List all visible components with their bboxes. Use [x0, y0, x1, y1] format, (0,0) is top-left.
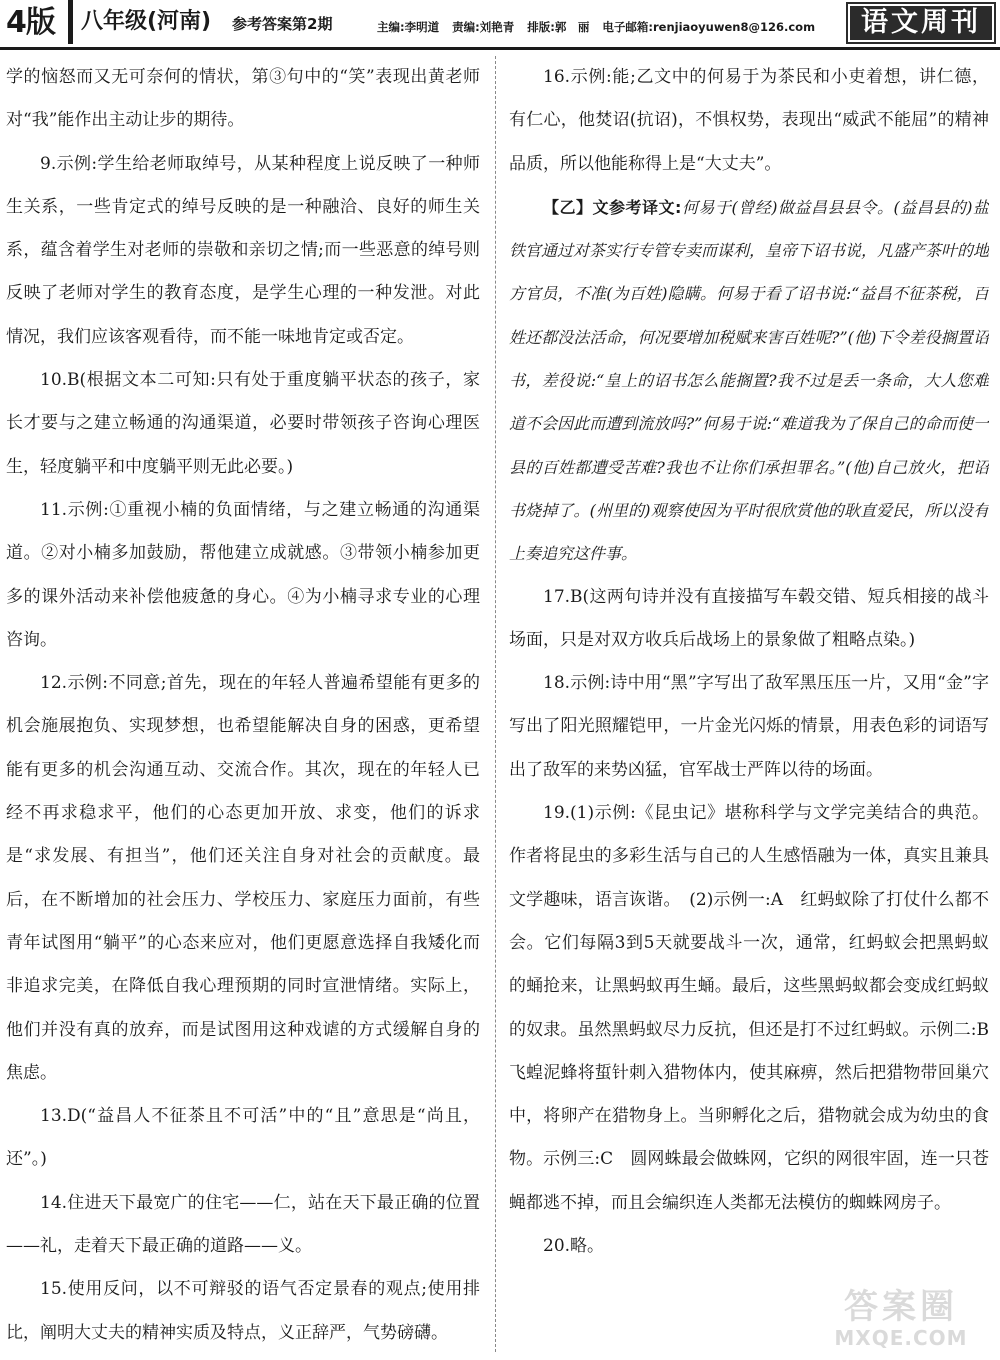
answer-19: 19.(1)示例:《昆虫记》堪称科学与文学完美结合的典范。作者将昆虫的多彩生活与自己的人生感悟融为一体，真实且兼具文学趣味，语言诙谐。 (2)示例一:A 红蚂蚁除了打仗什么都不会。它们每隔3到5天就要战斗一次，通常，红蚂蚁会把黑蚂蚁的蛹抢来，让黑蚂蚁再生蛹。最后，这些黑蚂蚁都会变成红蚂蚁的奴隶。虽然黑蚂蚁尽力反抗，但还是打不过红蚂蚁。示例二:B 飞蝗泥蜂将蜇针刺入猎物体内，使其麻痹，然后把猎物带回巢穴中，将卵产在猎物身上。当卵孵化之后，猎物就会成为幼虫的食物。示例三:C 圆网蛛最会做蛛网，它织的网很牢固，连一只苍蝇都逃不掉，而且会编织连人类都无法模仿的蜘蛛网房子。: [509, 803, 989, 1213]
email-credit: 电子邮箱:renjiaoyuwen8@126.com: [602, 20, 816, 34]
answer-18: 18.示例:诗中用“黑”字写出了敌军黑压压一片，又用“金”字写出了阳光照耀铠甲，一片金光闪烁的情景，用表色彩的词语写出了敌军的来势凶猛，官军战士严阵以待的场面。: [509, 673, 989, 780]
answer-10: 10.B(根据文本二可知:只有处于重度躺平状态的孩子，家长才要与之建立畅通的沟通渠道，必要时带领孩子咨询心理医生，轻度躺平和中度躺平则无此必要。): [6, 370, 480, 477]
watermark-top: 答案圈: [844, 1287, 958, 1327]
translation-label: 【乙】文参考译文:: [543, 197, 682, 217]
answer-15: 15.使用反问，以不可辩驳的语气否定景春的观点;使用排比，阐明大丈夫的精神实质及特点，义正辞严，气势磅礴。: [6, 1279, 480, 1343]
answer-16: 16.示例:能;乙文中的何易于为茶民和小吏着想，讲仁德，有仁心，他焚诏(抗诏)，不惧权势，表现出“威武不能屈”的精神品质，所以他能称得上是“大丈夫”。: [509, 67, 989, 174]
answer-14: 14.住进天下最宽广的住宅——仁，站在天下最正确的位置——礼，走着天下最正确的道路——义。: [6, 1192, 480, 1257]
answer-11: 11.示例:①重视小楠的负面情绪，与之建立畅通的沟通渠道。②对小楠多加鼓励，帮他建立成就感。③带领小楠参加更多的课外活动来补偿他疲惫的身心。④为小楠寻求专业的心理咨询。: [6, 499, 480, 650]
column-divider: [495, 56, 496, 1352]
layout-credit: 排版:郭 丽: [527, 20, 590, 34]
page-header: [0, 0, 1000, 50]
left-column: [6, 56, 480, 1356]
issue-label: 参考答案第2期: [232, 15, 333, 33]
editor-credit: 主编:李明道: [377, 20, 440, 34]
answer-12: 12.示例:不同意;首先，现在的年轻人普遍希望能有更多的机会施展抱负、实现梦想，也希望能解决自身的困惑，更希望能有更多的机会沟通互动、交流合作。其次，现在的年轻人已经不再求稳求平，他们的心态更加开放、求变，他们的诉求是“求发展、有担当”，他们还关注自身对社会的贡献度。最后，在不断增加的社会压力、学校压力、家庭压力面前，有些青年试图用“躺平”的心态来应对，他们更愿意选择自我矮化而非追求完美，在降低自我心理预期的同时宣泄情绪。实际上，他们并没有真的放弃，而是试图用这种戏谑的方式缓解自身的焦虑。: [6, 673, 480, 1083]
responsible-editor-credit: 责编:刘艳青: [452, 20, 515, 34]
page-number: 4版: [6, 5, 55, 40]
answer-17: 17.B(这两句诗并没有直接描写车毂交错、短兵相接的战斗场面，只是对双方收兵后战场上的景象做了粗略点染。): [509, 586, 989, 650]
credits-line: [377, 16, 824, 38]
grade-label: 八年级(河南): [68, 0, 218, 44]
answer-20: 20.略。: [543, 1236, 605, 1257]
header-rule: [0, 47, 1000, 50]
translation-text: 何易于(曾经)做益昌县县令。(益昌县的)盐铁官通过对茶实行专管专卖而谋利，皇帝下诏书说，凡盛产茶叶的地方官员，不准(为百姓)隐瞒。何易于看了诏书说:“益昌不征茶税，百姓还都没法活命，何况要增加税赋来害百姓呢?”(他)下令差役搁置诏书，差役说:“皇上的诏书怎么能搁置?我不过是丢一条命，大人您难道不会因此而遭到流放吗?”何易于说:“难道我为了保自己的命而使一县的百姓都遭受苦难?我也不让你们承担罪名。”(他)自己放火，把诏书烧掉了。(州里的)观察使因为平时很欣赏他的耿直爱民，所以没有上奏追究这件事。: [509, 197, 989, 564]
answer-9: 9.示例:学生给老师取绰号，从某种程度上说反映了一种师生关系，一些肯定式的绰号反映的是一种融洽、良好的师生关系，蕴含着学生对老师的崇敬和亲切之情;而一些恶意的绰号则反映了老师对学生的教育态度，是学生心理的一种发泄。对此情况，我们应该客观看待，而不能一味地肯定或否定。: [6, 153, 480, 347]
watermark-bottom: MXQE.COM: [834, 1326, 968, 1350]
brand-logo: 语文周刊: [846, 2, 996, 44]
right-column: [509, 56, 989, 1356]
translation-block: [509, 186, 989, 576]
answer-8-continued: 学的恼怒而又无可奈何的情状，第③句中的“笑”表现出黄老师对“我”能作出主动让步的期待。: [6, 67, 480, 131]
answer-13: 13.D(“益昌人不征茶且不可活”中的“且”意思是“尚且，还”。): [6, 1106, 480, 1170]
